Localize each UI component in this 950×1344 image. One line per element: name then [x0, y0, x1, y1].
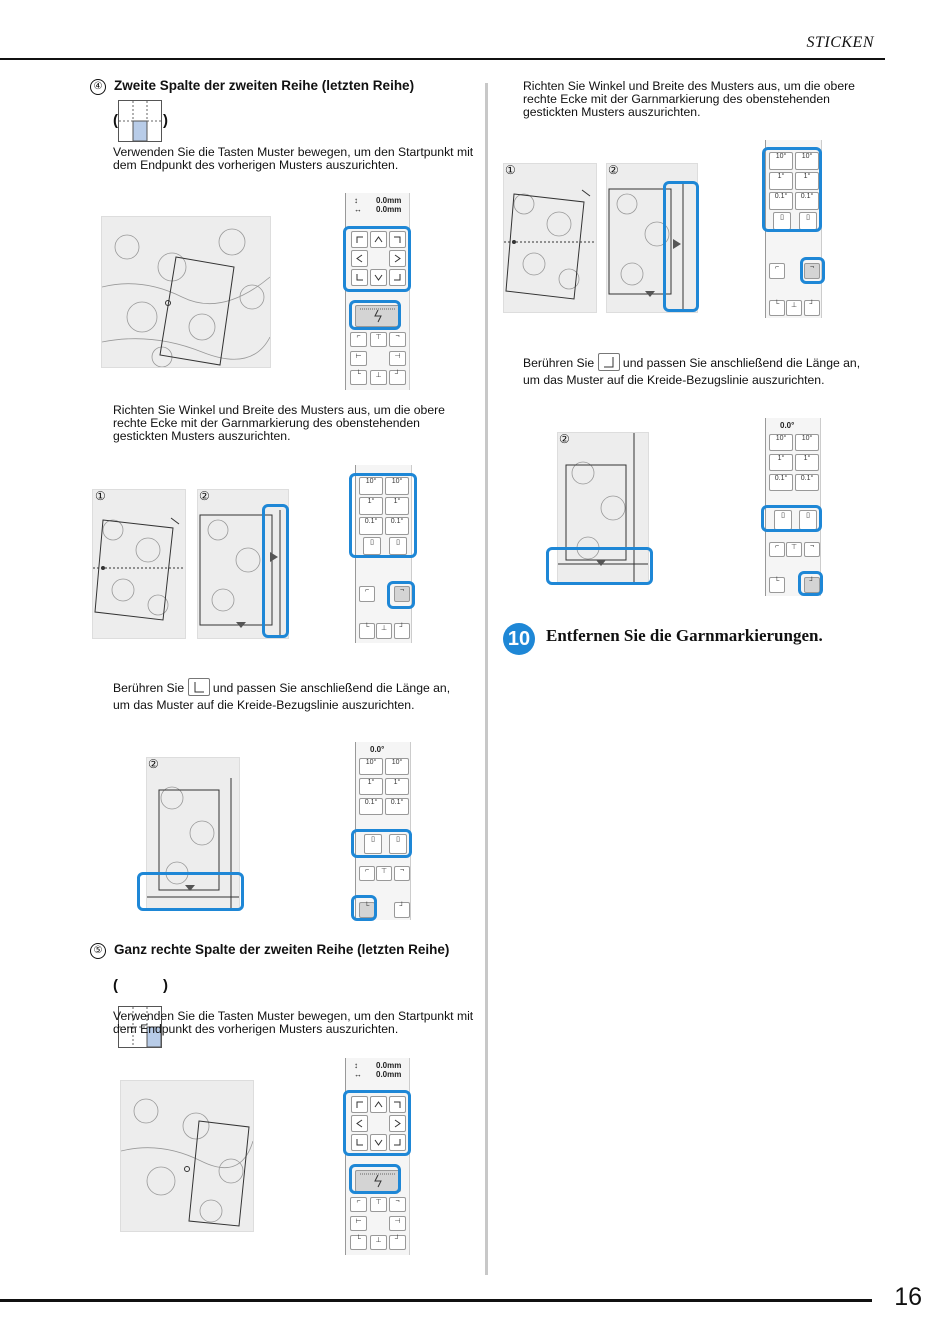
rotate-left-01-button[interactable]: 0.1° [359, 517, 383, 535]
header-rule [0, 58, 885, 60]
rotate-right-01-button[interactable]: 0.1° [385, 798, 409, 815]
align-bottom-right-button[interactable]: ┘ [394, 623, 410, 639]
length-shorter-button[interactable]: ▯ [364, 834, 382, 854]
align-top-button[interactable]: ⊤ [370, 332, 387, 347]
align-top-button[interactable]: ⊤ [376, 866, 392, 881]
readout-vertical: 0.0mm [376, 196, 402, 205]
highlight-rotation-keys [762, 147, 822, 232]
rotate-left-1-button[interactable]: 1° [359, 778, 383, 795]
readout-horizontal: 0.0mm [376, 1070, 402, 1079]
paren-close: ) [163, 112, 168, 129]
touch-instruction-text: Berühren Sie und passen Sie anschließend die Länge an, um das Muster auf die Kreide-Bezugslinie auszurichten. [523, 353, 893, 389]
highlight-right-edge [663, 181, 699, 312]
step-4-number: ④ [90, 79, 106, 95]
rotate-left-1-button[interactable]: 1° [769, 172, 793, 190]
align-top-right-button[interactable]: ¬ [804, 263, 820, 279]
align-top-right-button[interactable]: ¬ [394, 866, 410, 881]
highlight-start-button [349, 300, 401, 330]
rotate-right-1-button[interactable]: 1° [795, 454, 819, 471]
paren-close: ) [163, 977, 168, 994]
rotate-right-10-button[interactable]: 10° [795, 152, 819, 170]
step-4-title: Zweite Spalte der zweiten Reihe (letzten Reihe) [114, 78, 415, 93]
align-top-left-button[interactable]: ⌐ [769, 263, 785, 279]
rotate-right-1-button[interactable]: 1° [385, 497, 409, 515]
rotate-left-01-button[interactable]: 0.1° [769, 192, 793, 210]
rotate-right-10-button[interactable]: 10° [795, 434, 819, 451]
embroidery-pattern-image [101, 216, 271, 368]
pattern-step-1-image [503, 163, 597, 313]
align-top-right-button[interactable]: ¬ [394, 586, 410, 602]
rotate-left-10-button[interactable]: 10° [359, 758, 383, 775]
section-title: STICKEN [806, 34, 874, 51]
step-5-title: Ganz rechte Spalte der zweiten Reihe (letzten Reihe) [114, 942, 450, 957]
readout-vertical: 0.0mm [376, 1061, 402, 1070]
align-top-left-button[interactable]: ⌐ [769, 542, 785, 557]
rotate-left-1-button[interactable]: 1° [769, 454, 793, 471]
label-two: ② [199, 489, 210, 503]
highlight-start-button [349, 1164, 401, 1194]
paren-open: ( [113, 977, 118, 994]
rotate-left-01-button[interactable]: 0.1° [359, 798, 383, 815]
rotate-right-1-button[interactable]: 1° [795, 172, 819, 190]
step-4-heading [90, 78, 414, 95]
align-bottom-right-button[interactable]: ┘ [389, 370, 406, 385]
align-top-button[interactable]: ⊤ [786, 542, 802, 557]
align-top-left-button[interactable]: ⌐ [350, 332, 367, 347]
grid-position-icon [118, 100, 162, 142]
step-5-heading [90, 942, 449, 959]
align-instruction-text: Richten Sie Winkel und Breite des Musters aus, um die obere rechte Ecke mit der Garnmarkierung des obenstehenden gestickten Musters auszurichten. [523, 79, 855, 119]
label-one: ① [505, 163, 516, 177]
align-top-right-button[interactable]: ¬ [389, 332, 406, 347]
align-bottom-button[interactable]: ⊥ [786, 300, 802, 316]
highlight-bottom-left-key [351, 895, 377, 921]
step-5-text: Verwenden Sie die Tasten Muster bewegen, um den Startpunkt mit dem Endpunkt des vorherigen Musters auszurichten. [113, 1009, 474, 1036]
label-two: ② [559, 432, 570, 446]
highlight-bottom-right-key [798, 571, 823, 596]
step-10-title: Entfernen Sie die Garnmarkierungen. [546, 626, 823, 645]
align-bottom-right-button[interactable]: ┘ [804, 300, 820, 316]
rotate-left-10-button[interactable]: 10° [359, 477, 383, 495]
pattern-step-1-image [92, 489, 186, 639]
align-left-button[interactable]: ⊢ [350, 1216, 367, 1231]
width-wide-button[interactable]: ▯ [389, 537, 407, 555]
rotate-left-01-button[interactable]: 0.1° [769, 474, 793, 491]
highlight-right-edge [262, 504, 289, 638]
footer-rule [0, 1299, 872, 1302]
step-5-number: ⑤ [90, 943, 106, 959]
step-10-badge: 10 [503, 623, 535, 655]
angle-readout: 0.0° [780, 421, 795, 430]
align-instruction-text: Richten Sie Winkel und Breite des Musters aus, um die obere rechte Ecke mit der Garnmarkierung des obenstehenden gestickten Musters auszurichten. [113, 403, 445, 443]
align-right-button[interactable]: ⊣ [389, 1216, 406, 1231]
step-4-text: Verwenden Sie die Tasten Muster bewegen, um den Startpunkt mit dem Endpunkt des vorherigen Musters auszurichten. [113, 145, 474, 172]
highlight-length-keys [761, 505, 822, 532]
align-bottom-left-button[interactable]: └ [769, 577, 785, 593]
touch-instruction-text: Berühren Sie und passen Sie anschließend die Länge an, um das Muster auf die Kreide-Bezugslinie auszurichten. [113, 678, 483, 714]
highlight-rotation-keys [349, 473, 417, 558]
highlight-bottom-line [546, 547, 653, 585]
highlight-top-right-key [387, 581, 415, 609]
page-number: 16 [894, 1283, 922, 1311]
highlight-length-keys [351, 829, 412, 858]
angle-readout: 0.0° [370, 745, 385, 754]
align-left-button[interactable]: ⊢ [350, 351, 367, 366]
highlight-arrow-keys [343, 1090, 411, 1156]
align-bottom-button[interactable]: ⊥ [370, 1235, 387, 1250]
rotate-right-10-button[interactable]: 10° [385, 477, 409, 495]
rotate-right-01-button[interactable]: 0.1° [385, 517, 409, 535]
align-bottom-left-button[interactable]: └ [769, 300, 785, 316]
align-bottom-left-button[interactable]: └ [350, 370, 367, 385]
align-top-left-button[interactable]: ⌐ [350, 1197, 367, 1212]
highlight-bottom-line [137, 872, 244, 911]
length-longer-button[interactable]: ▯ [389, 834, 407, 854]
readout-horizontal: 0.0mm [376, 205, 402, 214]
label-two: ② [608, 163, 619, 177]
align-bottom-right-button[interactable]: ┘ [394, 902, 410, 918]
rotate-left-10-button[interactable]: 10° [769, 152, 793, 170]
bottom-right-key-icon [598, 353, 620, 371]
highlight-top-right-key [800, 257, 825, 284]
align-bottom-right-button[interactable]: ┘ [389, 1235, 406, 1250]
column-divider [485, 83, 488, 1275]
rotate-left-1-button[interactable]: 1° [359, 497, 383, 515]
bottom-left-key-icon [188, 678, 210, 696]
align-right-button[interactable]: ⊣ [389, 351, 406, 366]
align-top-button[interactable]: ⊤ [370, 1197, 387, 1212]
label-two: ② [148, 757, 159, 771]
rotate-right-01-button[interactable]: 0.1° [795, 474, 819, 491]
label-one: ① [95, 489, 106, 503]
length-longer-button[interactable]: ▯ [799, 510, 817, 530]
embroidery-pattern-image [120, 1080, 254, 1232]
align-bottom-left-button[interactable]: └ [359, 902, 375, 918]
width-narrow-button[interactable]: ▯ [363, 537, 381, 555]
rotate-right-10-button[interactable]: 10° [385, 758, 409, 775]
paren-open: ( [113, 112, 118, 129]
length-shorter-button[interactable]: ▯ [774, 510, 792, 530]
rotate-left-10-button[interactable]: 10° [769, 434, 793, 451]
align-bottom-right-button[interactable]: ┘ [804, 577, 820, 593]
align-bottom-button[interactable]: ⊥ [370, 370, 387, 385]
align-bottom-left-button[interactable]: └ [350, 1235, 367, 1250]
align-top-left-button[interactable]: ⌐ [359, 586, 375, 602]
highlight-arrow-keys [343, 226, 411, 292]
rotate-right-01-button[interactable]: 0.1° [795, 192, 819, 210]
move-control-panel: ↕ 0.0mm ↔ 0.0mm ⌐ ⊤ ¬ ⊢ ⊣ └ ⊥ ┘ [345, 1058, 410, 1255]
align-bottom-button[interactable]: ⊥ [376, 623, 392, 639]
align-top-right-button[interactable]: ¬ [804, 542, 820, 557]
align-top-right-button[interactable]: ¬ [389, 1197, 406, 1212]
rotate-right-1-button[interactable]: 1° [385, 778, 409, 795]
width-wide-button[interactable]: ▯ [799, 212, 817, 230]
width-narrow-button[interactable]: ▯ [773, 212, 791, 230]
move-control-panel: ↕ 0.0mm ↔ 0.0mm ⌐ ⊤ ¬ ⊢ ⊣ └ ⊥ ┘ [345, 193, 410, 390]
align-bottom-left-button[interactable]: └ [359, 623, 375, 639]
align-top-left-button[interactable]: ⌐ [359, 866, 375, 881]
